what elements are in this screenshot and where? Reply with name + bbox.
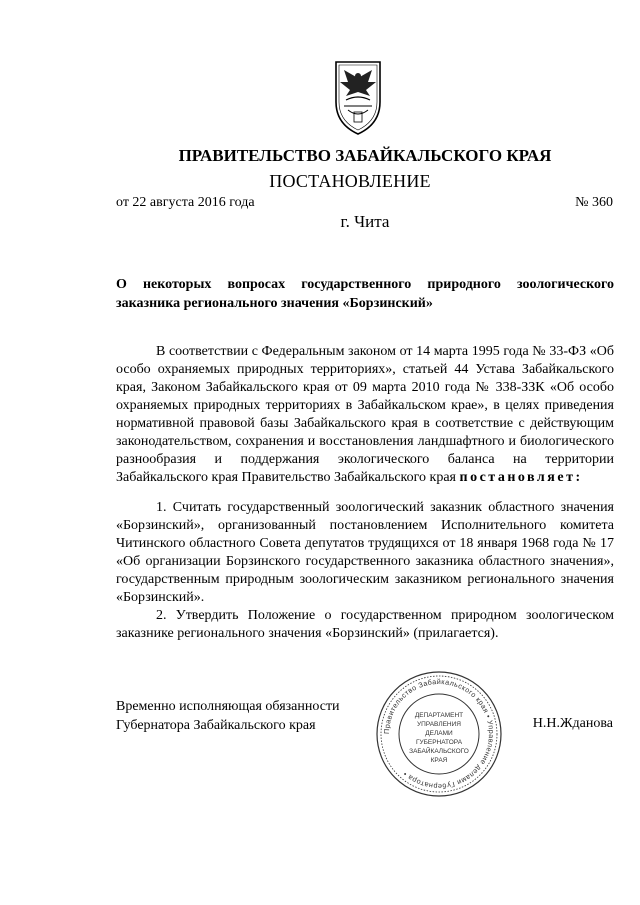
item-2-paragraph: 2. Утвердить Положение о государственном природном зоологическом заказнике регионального значения «Борзинский» (прилагается). xyxy=(116,608,614,641)
stamp-center-line-4: ГУБЕРНАТОРА xyxy=(415,739,463,746)
coat-of-arms-icon xyxy=(330,56,386,136)
stamp-ring-text: Правительство Забайкальского края • Управление делами Губернатора • xyxy=(381,676,497,792)
decree-word: постановляет: xyxy=(459,470,583,485)
stamp-center-line-1: ДЕПАРТАМЕНТ xyxy=(414,712,464,719)
stamp-center-line-5: ЗАБАЙКАЛЬСКОГО xyxy=(409,748,469,755)
document-date: от 22 августа 2016 года xyxy=(116,195,255,210)
signatory-name: Н.Н.Жданова xyxy=(532,716,613,731)
document-type: ПОСТАНОВЛЕНИЕ xyxy=(269,171,431,191)
official-stamp xyxy=(374,669,504,799)
document-title: О некоторых вопросах государственного природного зоологического заказника регионального значения «Борзинский» xyxy=(116,277,614,311)
stamp-center-line-3: ДЕЛАМИ xyxy=(425,730,453,737)
item-1-paragraph: 1. Считать государственный зоологический заказник областного значения «Борзинский», организованный постановлением Исполнительного комитета Читинского областного Совета депутатов трудящихся от 18 января 1968 года № 17 «Об организации Борзинского государственного заказника областного значения», государственным природным зоологическим заказником регионального значения «Борзинский». xyxy=(116,500,614,605)
preamble-text: В соответствии с Федеральным законом от 14 марта 1995 года № 33-ФЗ «Об особо охраняемых природных территориях», статьей 44 Устава Забайкальского края, Законом Забайкальского края от 09 марта 2010 года № 338-ЗЗК «Об особо охраняемых природных территориях в Забайкальском крае», в целях приведения нормативной правовой базы Забайкальского края в соответствие с действующим законодательством, сохранения и восстановления ландшафтного и биологического разнообразия и поддержания экологического баланса на территории Забайкальского края Правительство Забайкальского края xyxy=(116,344,614,485)
stamp-center-line-2: УПРАВЛЕНИЯ xyxy=(417,721,461,728)
signatory-position xyxy=(116,697,340,735)
preamble-paragraph xyxy=(116,343,614,487)
document-number: № 360 xyxy=(575,195,613,210)
document-body xyxy=(116,343,614,643)
document-city: г. Чита xyxy=(340,212,390,231)
signatory-position-line-1: Временно исполняющая обязанности xyxy=(116,699,340,714)
organization-heading: ПРАВИТЕЛЬСТВО ЗАБАЙКАЛЬСКОГО КРАЯ xyxy=(178,146,552,165)
stamp-center-line-6: КРАЯ xyxy=(430,757,448,764)
signatory-position-line-2: Губернатора Забайкальского края xyxy=(116,718,316,733)
